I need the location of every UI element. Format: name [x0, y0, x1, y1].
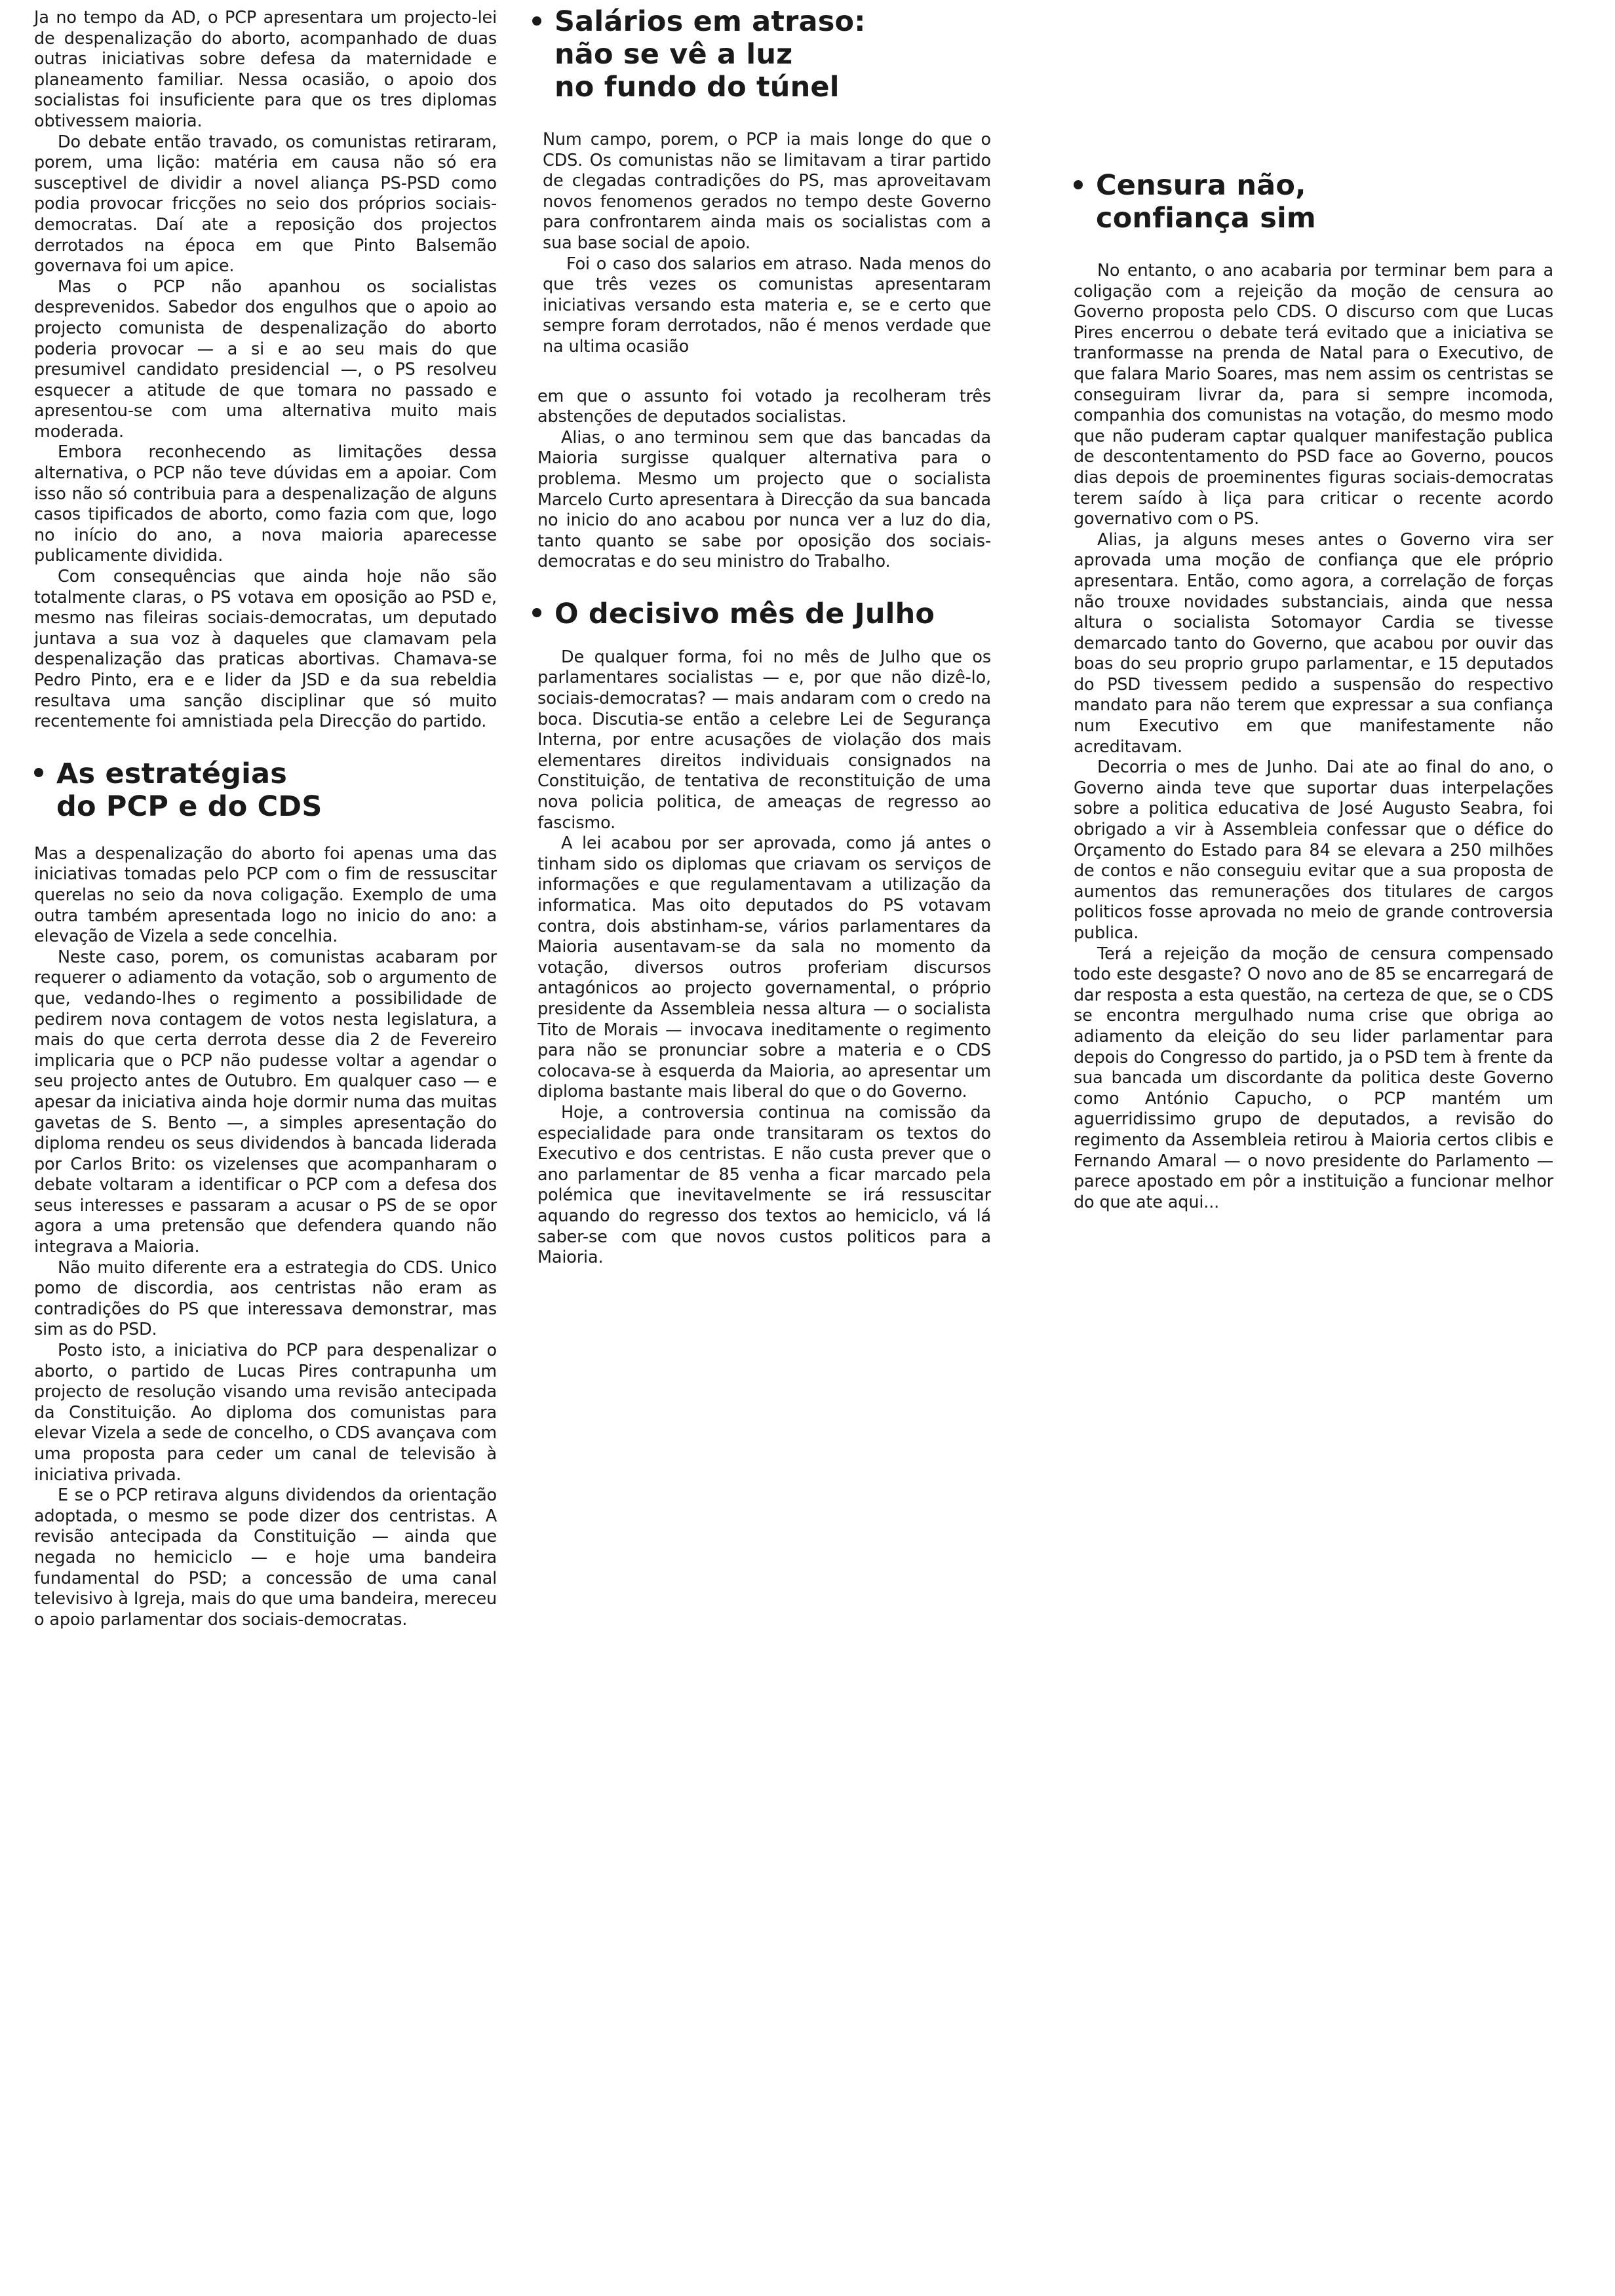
bullet-icon — [532, 608, 541, 617]
article-block — [532, 130, 991, 358]
paragraph: Ja no tempo da AD, o PCP apresentara um projecto-lei de despenalização do aborto, acompanhado de duas outras iniciativas sobre defesa da maternidade e planeamento familiar. Nessa ocasião, o apoio dos socialistas foi insuficiente para que os tres diplomas obtivessem maioria. — [34, 8, 497, 131]
spacer — [532, 573, 991, 598]
section-heading-salarios — [532, 5, 991, 104]
paragraph: Hoje, a controversia continua na comissão da especialidade para onde transitaram os textos do Executivo e dos centristas. E não custa prever que o ano parlamentar de 85 venha a ficar marcado pela polémica que inevitavelmente se irá ressuscitar aquando do regresso dos textos ao hemiciclo, vá lá saber-se com que novos custos politicos para a Maioria. — [537, 1102, 991, 1268]
heading-line: confiança sim — [1096, 202, 1316, 235]
paragraph: Alias, o ano terminou sem que das bancadas da Maioria surgisse qualquer alternativa para o problema. Mesmo um projecto que o socialista Marcelo Curto apresentara à Direcção da sua bancada no inicio do ano acabou por nunca ver a luz do dia, tanto quanto se sabe por oposição dos sociais-democratas e do seu ministro do Trabalho. — [537, 427, 991, 572]
paragraph: A lei acabou por ser aprovada, como já antes o tinham sido os diplomas que criavam os serviços de informações e que regulamentavam a utilização da informatica. Mas oito deputados do PS votavam contra, dois abstinham-se, vários parlamentares da Maioria ausentavam-se da sala no momento da votação, diversos outros proferiam discursos antagónicos ao projecto governamental, o próprio presidente da Assembleia nessa altura — o socialista Tito de Morais — invocava ineditamente o regimento para não se pronunciar sobre a materia e o CDS colocava-se à esquerda da Maioria, ao apresentar um diploma bastante mais liberal do que o do Governo. — [537, 833, 991, 1102]
article-block — [532, 387, 991, 573]
section-heading-julho — [532, 598, 991, 630]
spacer — [532, 630, 991, 647]
heading-line: O decisivo mês de Julho — [555, 597, 935, 630]
paragraph: Não muito diferente era a estrategia do CDS. Unico pomo de discordia, aos centristas não eram as contradições do PS que interessava demonstrar, mas sim as do PSD. — [34, 1257, 497, 1340]
heading-line: Censura não, — [1096, 169, 1306, 202]
paragraph: Decorria o mes de Junho. Dai ate ao final do ano, o Governo ainda teve que suportar duas interpelações sobre a politica educativa de José Augusto Seabra, foi obrigado a vir à Assembleia confessar que o défice do Orçamento do Estado para 84 se elevara a 250 milhões de contos e não conseguiu evitar que a sua proposta de aumentos das remunerações dos titulares de cargos politicos fosse aprovada no meio de grande controversia publica. — [1074, 757, 1553, 943]
paragraph: em que o assunto foi votado ja recolheram três abstenções de deputados socialistas. — [537, 386, 991, 427]
spacer — [34, 733, 497, 757]
paragraph: Com consequências que ainda hoje não são totalmente claras, o PS votava em oposição ao PSD e, mesmo nas fileiras sociais-democratas, um deputado juntava a sua voz à daqueles que clamavam pela despenalização das praticas abortivas. Chamava-se Pedro Pinto, era e e lider da JSD e da sua rebeldia resultava uma sanção disciplinar que só muito recentemente foi amnistiada pela Direcção do partido. — [34, 567, 497, 732]
column-3 — [1074, 169, 1553, 1213]
paragraph: No entanto, o ano acabaria por terminar bem para a coligação com a rejeição da moção de censura ao Governo proposta pelo CDS. O discurso com que Lucas Pires encerrou o debate terá evitado que a iniciativa se tranformasse na prenda de Natal para o Executivo, de que falara Mario Soares, mas nem assim os centristas se conseguiram livrar da, para si sempre incomoda, companhia dos comunistas na votação, do mesmo modo que não puderam captar qualquer manifestação publica de descontentamento do PSD face ao Governo, poucos dias depois de proeminentes figuras sociais-democratas terem saído à liça para criticar o recente acordo governativo com o PS. — [1074, 261, 1553, 529]
bullet-icon — [1074, 180, 1083, 189]
paragraph: Foi o caso dos salarios em atraso. Nada menos do que três vezes os comunistas apresentaram iniciativas versando esta materia e, se e certo que sempre foram derrotados, não é menos verdade que na ultima ocasião — [543, 254, 991, 356]
column-1 — [34, 8, 497, 1630]
paragraph: Num campo, porem, o PCP ia mais longe do que o CDS. Os comunistas não se limitavam a tirar partido de clegadas contradições do PS, mas aproveitavam novos fenomenos gerados no tempo deste Governo para confrontarem ainda mais os socialistas com a sua base social de apoio. — [543, 130, 991, 253]
paragraph: Alias, ja alguns meses antes o Governo vira ser aprovada uma moção de confiança que ele próprio apresentara. Então, como agora, a correlação de forças não trouxe novidades substanciais, ainda que nessa altura o socialista Sotomayor Cardia se tivesse demarcado tanto do Governo, que acabou por ouvir das boas do seu proprio grupo parlamentar, e 15 deputados do PSD tivessem pedido a suspensão do respectivo mandato para não terem que expressar a sua confiança num Executivo em que manifestamente não acreditavam. — [1074, 529, 1553, 757]
spacer — [532, 104, 991, 130]
heading-line: não se vê a luz — [555, 38, 793, 71]
heading-line: Salários em atraso: — [555, 5, 866, 38]
bullet-icon — [532, 16, 541, 26]
spacer — [1074, 235, 1553, 261]
paragraph: De qualquer forma, foi no mês de Julho que os parlamentares socialistas — e, por que não dizê-lo, sociais-democratas? — mais andaram com o credo na boca. Discutia-se então a celebre Lei de Segurança Interna, por entre acusações de violação dos mais elementares direitos individuais consignados na Constituição, de tentativa de reconstituição de uma nova policia politica, de ameaças de regresso ao fascismo. — [537, 647, 991, 833]
article-block — [532, 647, 991, 1269]
heading-line: do PCP e do CDS — [56, 790, 322, 823]
section-heading-estrategias — [34, 757, 497, 823]
column-2 — [532, 5, 991, 1269]
section-heading-censura — [1074, 169, 1553, 235]
heading-line: no fundo do túnel — [555, 71, 840, 104]
bullet-icon — [34, 768, 43, 777]
paragraph: Neste caso, porem, os comunistas acabaram por requerer o adiamento da votação, sob o argumento de que, vedando-lhes o regimento a possibilidade de pedirem nova contagem de votos nesta legislatura, a mais do que certa derrota desse dia 2 de Fevereiro implicaria que o PCP não pudesse voltar a agendar o seu projecto antes de Outubro. Em qualquer caso — e apesar da iniciativa ainda hoje dormir numa das muitas gavetas de S. Bento —, a simples apresentação do diploma rendeu os seus dividendos à bancada liderada por Carlos Brito: os vizelenses que acompanharam o debate voltaram a identificar o PCP com a defesa dos seus interesses e passaram a acusar o PS de se opor agora a uma pretensão que defendera quando não integrava a Maioria. — [34, 947, 497, 1257]
paragraph: Do debate então travado, os comunistas retiraram, porem, uma lição: matéria em causa não só era susceptivel de dividir a novel aliança PS-PSD como podia provocar fricções no seio dos próprios sociais-democratas. Daí ate a reposição dos projectos derrotados na época em que Pinto Balsemão governava foi um apice. — [34, 132, 497, 277]
paragraph: E se o PCP retirava alguns dividendos da orientação adoptada, o mesmo se pode dizer dos centristas. A revisão antecipada da Constituição — ainda que negada no hemiciclo — e hoje uma bandeira fundamental do PSD; a concessão de uma canal televisivo à Igreja, mais do que uma bandeira, mereceu o apoio parlamentar dos sociais-democratas. — [34, 1485, 497, 1630]
paragraph: Posto isto, a iniciativa do PCP para despenalizar o aborto, o partido de Lucas Pires contrapunha um projecto de resolução visando uma revisão antecipada da Constituição. Ao diploma dos comunistas para elevar Vizela a sede de concelho, o CDS avançava com uma proposta para ceder um canal de televisão à iniciativa privada. — [34, 1341, 497, 1485]
paragraph: Mas a despenalização do aborto foi apenas uma das iniciativas tomadas pelo PCP com o fim de ressuscitar querelas no seio da nova coligação. Exemplo de uma outra também apresentada logo no inicio do ano: a elevação de Vizela a sede concelhia. — [34, 843, 497, 947]
spacer — [532, 358, 991, 387]
heading-line: As estratégias — [56, 757, 288, 790]
paragraph: Terá a rejeição da moção de censura compensado todo este desgaste? O novo ano de 85 se encarregará de dar resposta a esta questão, na certeza de que, se o CDS se encontra mergulhado numa crise que obriga ao adiamento da eleição do seu lider parlamentar para depois do Congresso do partido, ja o PSD tem à frente da sua bancada um discordante da politica deste Governo como António Capucho, o PCP mantém um aguerridissimo grupo de deputados, a revisão do regimento da Assembleia retirou à Maioria certos clibis e Fernando Amaral — o novo presidente do Parlamento — parece apostado em pôr a instituição a funcionar melhor do que ate aqui... — [1074, 944, 1553, 1212]
spacer — [34, 823, 497, 844]
paragraph: Embora reconhecendo as limitações dessa alternativa, o PCP não teve dúvidas em a apoiar. Com isso não só contribuia para a despenalização de alguns casos tipificados de aborto, como fazia com que, logo no início do ano, a nova maioria aparecesse publicamente dividida. — [34, 442, 497, 566]
paragraph: Mas o PCP não apanhou os socialistas desprevenidos. Sabedor dos engulhos que o apoio ao projecto comunista de despenalização do aborto poderia provocar — a si e ao seu mais do que presumivel candidato presidencial —, o PS resolveu esquecer a atitude de que tomara no passado e apresentou-se com uma alternativa muito mais moderada. — [34, 277, 497, 442]
